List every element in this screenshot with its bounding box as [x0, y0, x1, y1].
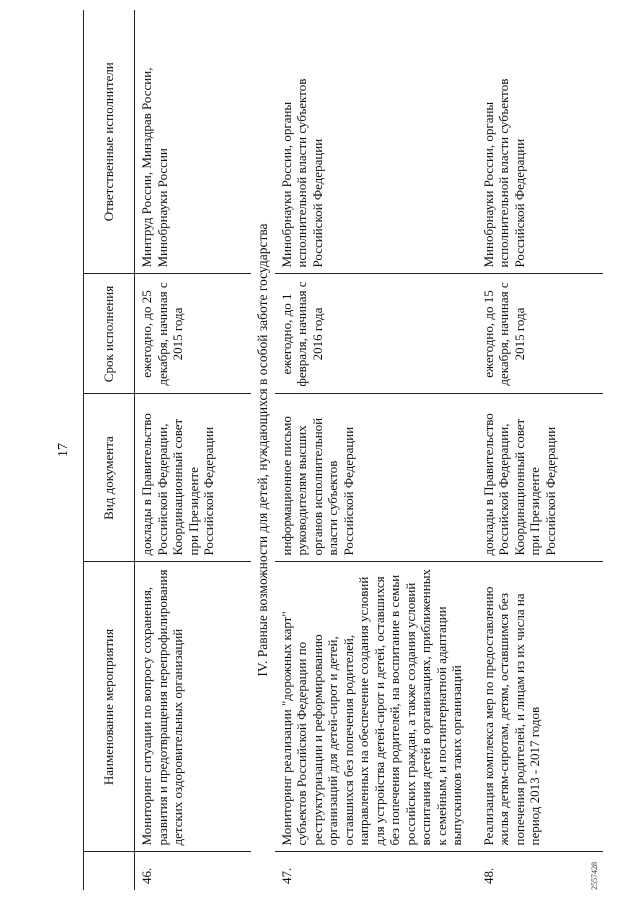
row-number: 46.: [139, 867, 154, 884]
header-number: [84, 852, 135, 890]
measure-name: Мониторинг реализации "дорожных карт" субъектов Российской Федерации по реструктуризации и реформированию организаций для детей-сирот и детей, оставшихся без попечения родителей, направленных на обеспечение создания условий для устройства детей-сирот и детей, оставшихся без попечения родителей, на воспитание в семьи российских граждан, а также создания условий воспитания детей в организациях, приближенных к семейным, и постинтернатной адаптации выпускников таких организаций: [275, 562, 477, 852]
measure-name: Мониторинг ситуации по вопросу сохранения, развития и предотвращения перепрофилирования детских оздоровительных организаций: [135, 562, 252, 852]
measures-table: [83, 10, 603, 890]
executors: Минтруд России, Минздрав России, Минобрнауки России: [135, 10, 252, 274]
document-type: доклады в Правительство Российской Федерации, Координационный совет при Президенте Российской Федерации: [477, 394, 603, 562]
deadline: ежегодно, до 15 декабря, начиная с 2015 года: [477, 274, 603, 394]
table-row: [135, 10, 252, 890]
measure-name: Реализация комплекса мер по предоставлению жилья детям-сиротам, детям, оставшимся без попечения родителей, и лицам из их числа на период 2013 - 2017 годов: [477, 562, 603, 852]
document-type: доклады в Правительство Российской Федерации, Координационный совет при Президенте Российской Федерации: [135, 394, 252, 562]
executors: Минобрнауки России, органы исполнительной власти субъектов Российской Федерации: [275, 10, 477, 274]
page-number: 17: [56, 443, 71, 457]
header-term: Срок исполнения: [84, 274, 135, 394]
header-executors: Ответственные исполнители: [84, 10, 135, 274]
rotated-landscape-page: [55, 10, 615, 890]
deadline: ежегодно, до 25 декабря, начиная с 2015 года: [135, 274, 252, 394]
table-header-row: [84, 10, 135, 890]
header-name: Наименование мероприятия: [84, 562, 135, 852]
table-row: [477, 10, 603, 890]
section-heading-row: [251, 10, 275, 890]
row-number: 48.: [480, 867, 496, 884]
deadline: ежегодно, до 1 февраля, начиная с 2016 года: [275, 274, 477, 394]
document-type: информационное письмо руководителям высших органов исполнительной власти субъектов Российской Федерации: [275, 394, 477, 562]
section-heading: IV. Равные возможности для детей, нуждающихся в особой заботе государства: [255, 223, 270, 677]
row-number: 47.: [278, 867, 294, 884]
header-doc-type: Вид документа: [84, 394, 135, 562]
table-row: [275, 10, 477, 890]
document-code: 2557428: [590, 862, 599, 890]
executors: Минобрнауки России, органы исполнительной власти субъектов Российской Федерации: [477, 10, 603, 274]
